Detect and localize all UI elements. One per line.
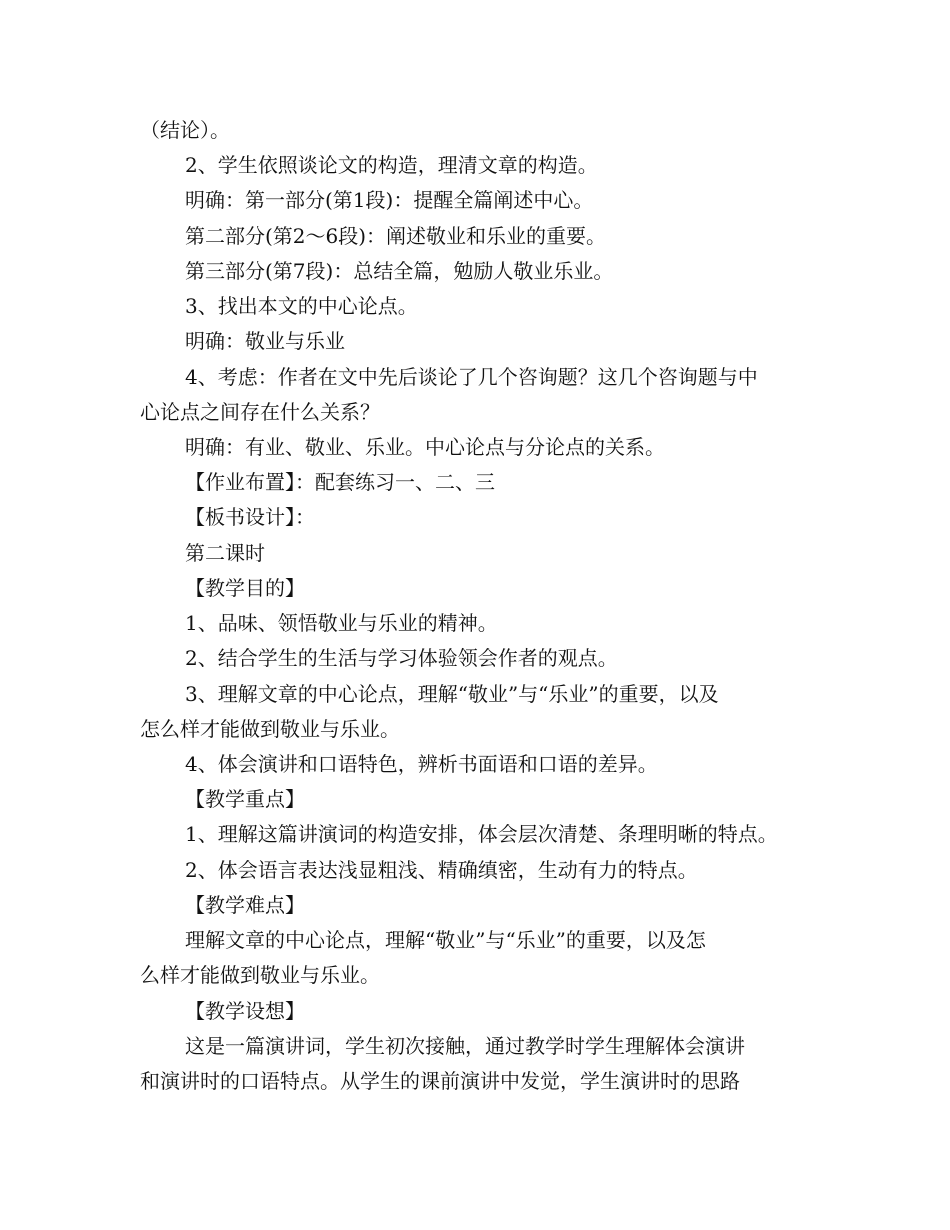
text-line: 明确：有业、敬业、乐业。中心论点与分论点的关系。	[185, 435, 665, 459]
text-line: 4、考虑：作者在文中先后谈论了几个咨询题？这几个咨询题与中	[185, 365, 758, 389]
text-line: 4、体会演讲和口语特色，辨析书面语和口语的差异。	[185, 752, 658, 776]
text-line: 明确：敬业与乐业	[185, 329, 345, 353]
text-line: 第三部分(第7段)：总结全篇，勉励人敬业乐业。	[185, 259, 614, 283]
section-heading: 【作业布置】：配套练习一、二、三	[185, 470, 495, 494]
text-line: 2、结合学生的生活与学习体验领会作者的观点。	[185, 646, 618, 670]
section-heading: 【教学重点】	[185, 787, 305, 811]
section-heading: 【教学目的】	[185, 576, 305, 600]
text-line: 么样才能做到敬业与乐业。	[140, 963, 380, 987]
text-line: 第二部分(第2～6段)：阐述敬业和乐业的重要。	[185, 224, 607, 248]
section-heading: 【教学难点】	[185, 893, 305, 917]
text-line: 2、学生依照谈论文的构造，理清文章的构造。	[185, 153, 598, 177]
text-line: 明确：第一部分(第1段)：提醒全篇阐述中心。	[185, 188, 594, 212]
text-line: 理解文章的中心论点，理解“敬业”与“乐业”的重要，以及怎	[185, 928, 706, 952]
text-line: 心论点之间存在什么关系？	[140, 400, 380, 424]
text-line: 2、体会语言表达浅显粗浅、精确缜密，生动有力的特点。	[185, 858, 698, 882]
text-line: （结论）。	[140, 118, 230, 142]
section-heading: 【板书设计】：	[185, 505, 315, 529]
section-heading: 【教学设想】	[185, 999, 305, 1023]
text-line: 1、理解这篇讲演词的构造安排，体会层次清楚、条理明晰的特点。	[185, 822, 778, 846]
text-line: 这是一篇演讲词，学生初次接触，通过教学时学生理解体会演讲	[185, 1034, 745, 1058]
text-line: 3、理解文章的中心论点，理解“敬业”与“乐业”的重要，以及	[185, 682, 719, 706]
text-line: 怎么样才能做到敬业与乐业。	[140, 717, 400, 741]
lesson-heading: 第二课时	[185, 541, 265, 565]
text-line: 和演讲时的口语特点。从学生的课前演讲中发觉，学生演讲时的思路	[140, 1069, 740, 1093]
text-line: 1、品味、领悟敬业与乐业的精神。	[185, 611, 498, 635]
text-line: 3、找出本文的中心论点。	[185, 294, 418, 318]
